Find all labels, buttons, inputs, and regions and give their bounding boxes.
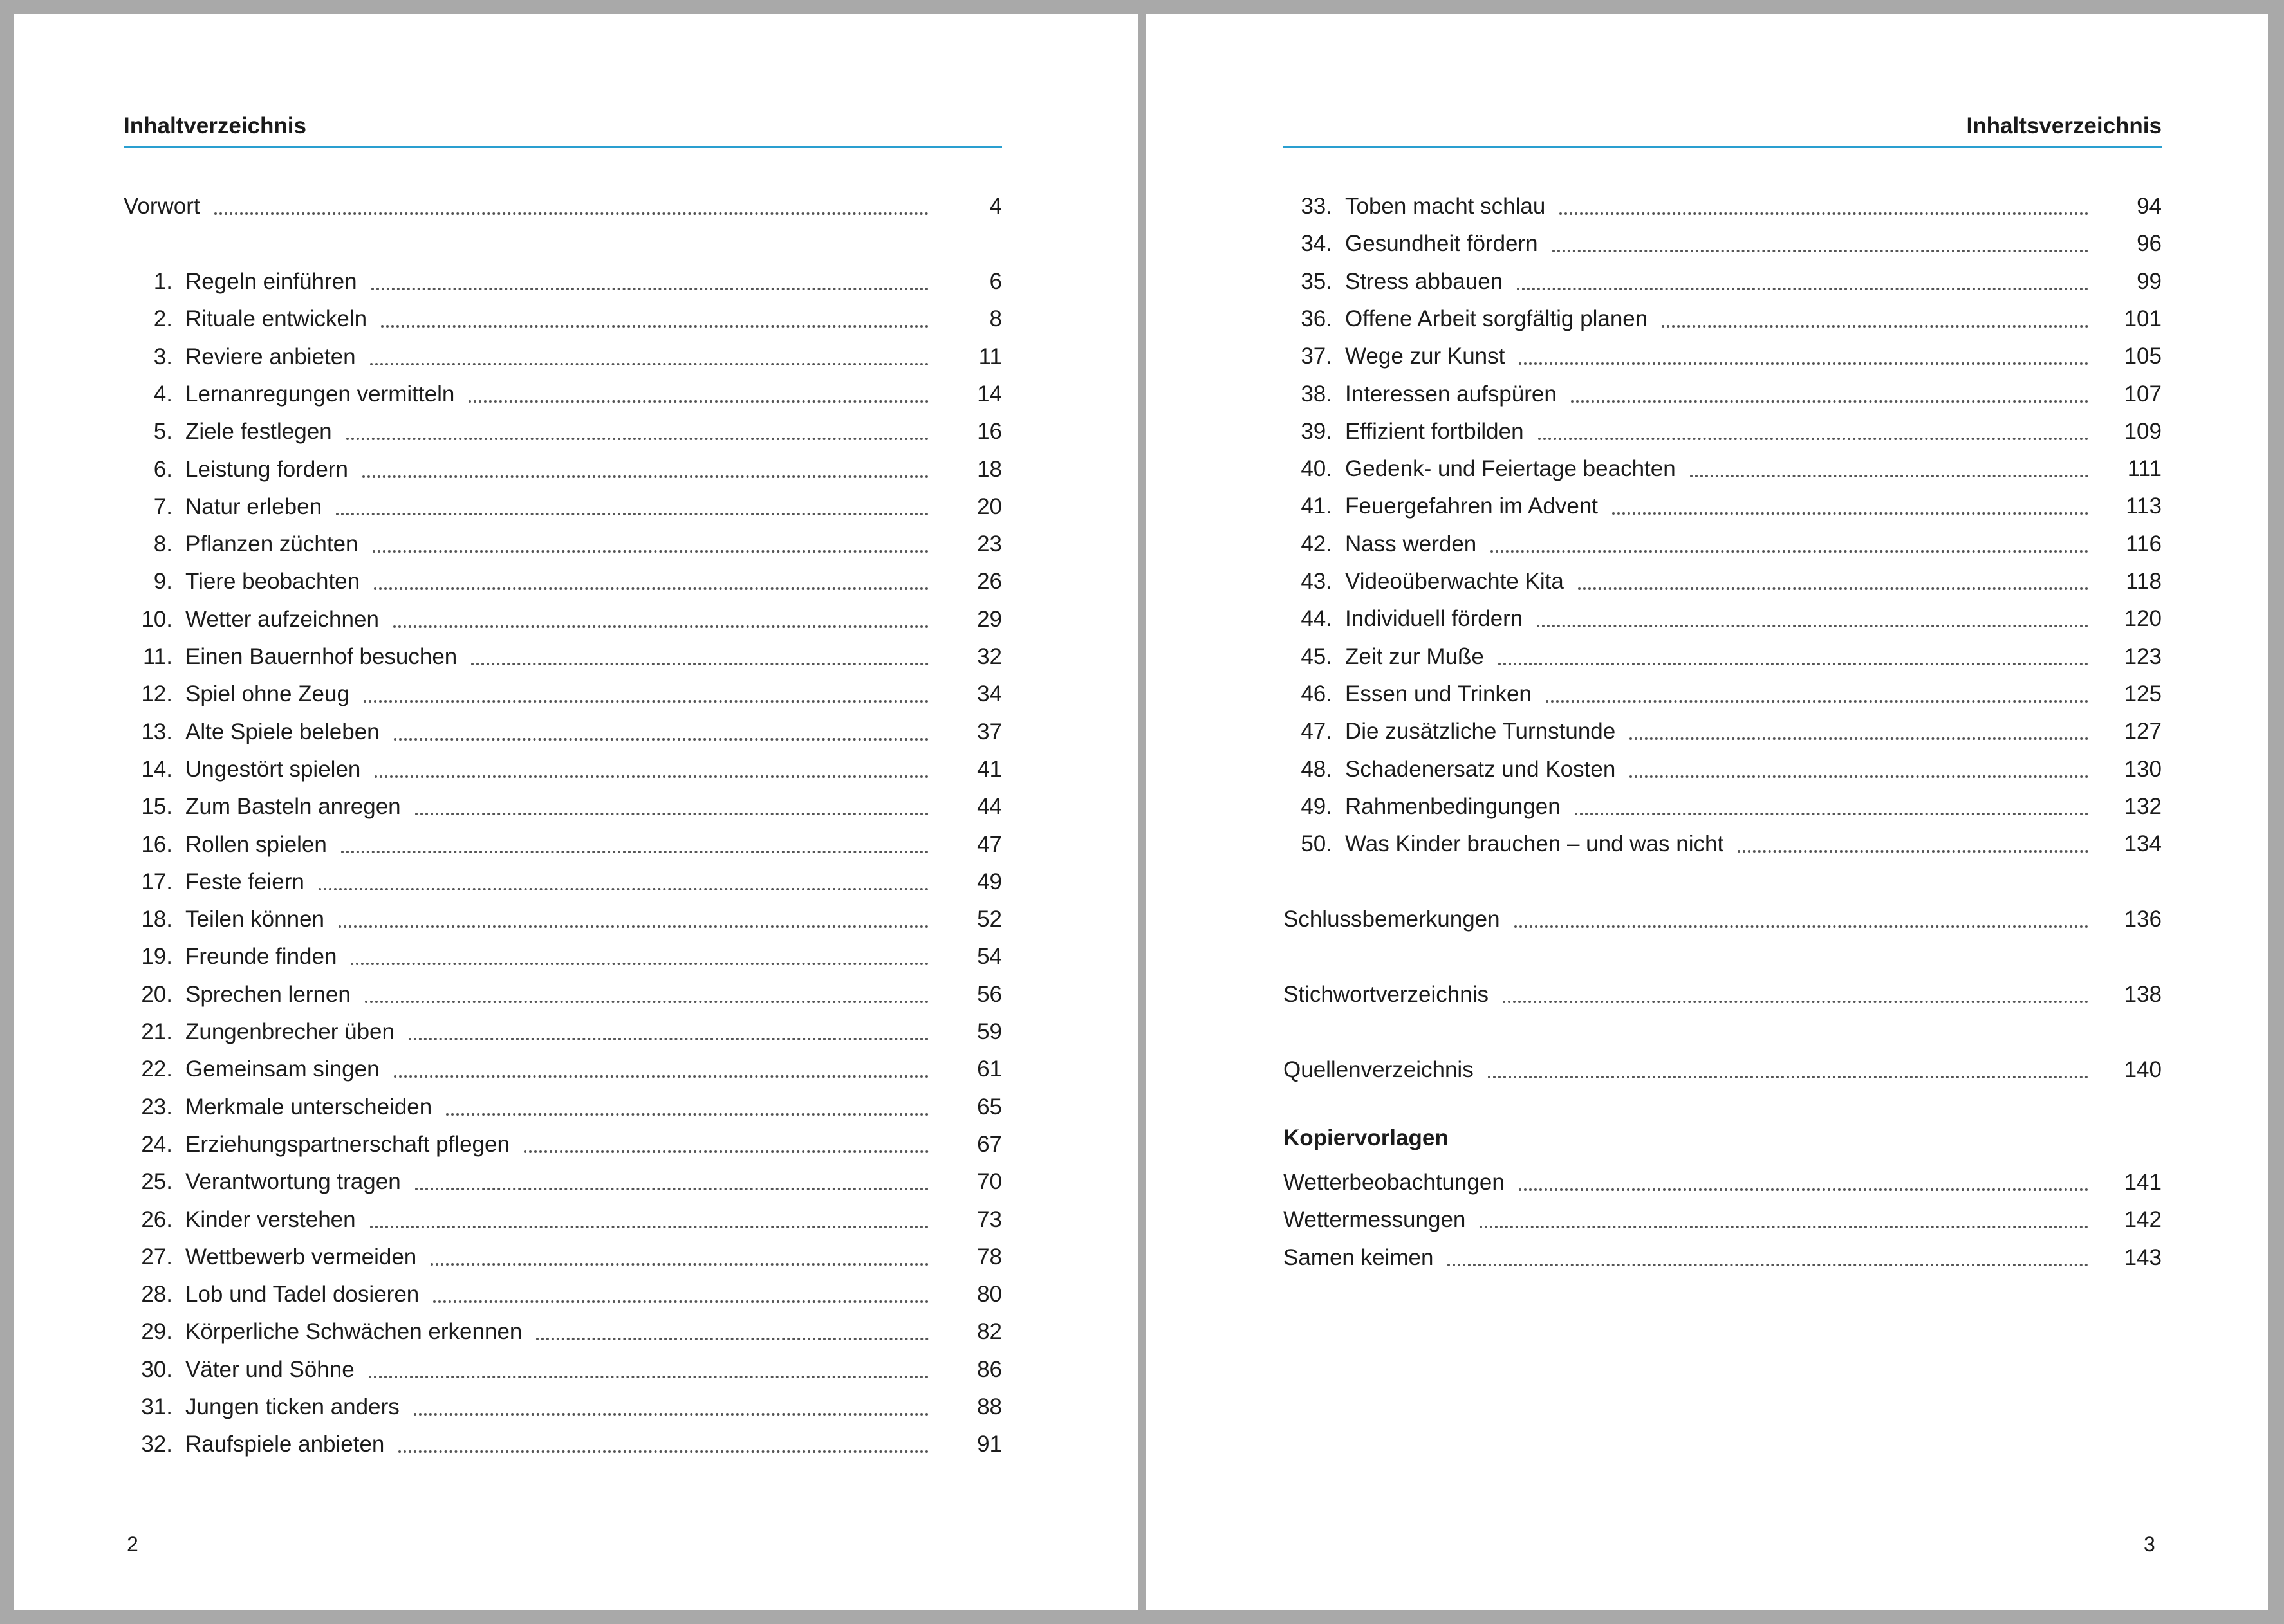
toc-entry [124, 300, 1002, 338]
toc-entry [124, 676, 1002, 713]
toc-entry-title: Feuergefahren im Advent [1345, 494, 1599, 519]
toc-entry-page: 142 [2124, 1207, 2162, 1232]
toc-entry-number: 15. [141, 794, 172, 820]
toc-entry-number: 26. [141, 1206, 172, 1232]
toc-entry [1283, 751, 2162, 788]
toc-entry-page: 67 [977, 1131, 1002, 1157]
toc-entry-page: 116 [2126, 531, 2162, 557]
toc-entry-title: Nass werden [1345, 531, 1477, 557]
toc-entry [124, 1013, 1002, 1051]
toc-entry-number: 16. [141, 831, 172, 857]
toc-entry [1283, 1164, 2162, 1201]
toc-entry [124, 263, 1002, 300]
toc-entry-title: Zeit zur Muße [1345, 643, 1484, 669]
toc-entry [124, 1201, 1002, 1239]
toc-entry-number: 24. [141, 1131, 172, 1157]
dot-leader [339, 903, 929, 928]
dot-leader [1490, 528, 2088, 553]
toc-entry-title: Einen Bauernhof besuchen [185, 644, 458, 669]
toc-entry-number: 30. [141, 1356, 172, 1382]
dot-leader [1546, 678, 2088, 703]
toc-entry [124, 1163, 1002, 1201]
dot-leader [1538, 416, 2088, 440]
toc-entry-page: 26 [977, 569, 1002, 595]
dot-leader [364, 678, 929, 703]
toc-entry-page: 18 [977, 456, 1002, 482]
dot-leader [1480, 1204, 2088, 1228]
toc-entry-page: 143 [2124, 1245, 2162, 1270]
dot-leader [1612, 490, 2088, 515]
dot-leader [398, 1428, 929, 1453]
toc-entry [1283, 188, 2162, 225]
toc-entry [1283, 976, 2162, 1013]
dot-leader [214, 190, 929, 215]
dot-leader [446, 1091, 929, 1116]
toc-entry [124, 638, 1002, 676]
toc-entry-page: 130 [2124, 756, 2162, 782]
toc-entry-page: 127 [2124, 719, 2162, 744]
toc-entry-page: 47 [977, 831, 1002, 857]
toc-entry-title: Spiel ohne Zeug [185, 681, 349, 707]
toc-entry-page: 134 [2124, 831, 2162, 857]
toc-entry [1283, 1051, 2162, 1089]
dot-leader [415, 791, 929, 815]
toc-entry-title: Verantwortung tragen [185, 1169, 401, 1195]
toc-entry-page: 80 [977, 1282, 1002, 1307]
toc-entry-number: 10. [141, 606, 172, 632]
toc-entry-number: 45. [1301, 643, 1332, 669]
toc-entry-title: Die zusätzliche Turnstunde [1345, 719, 1616, 744]
toc-entry [124, 601, 1002, 638]
dot-leader [394, 716, 929, 741]
page-number: 2 [127, 1533, 138, 1556]
dot-leader [1447, 1242, 2088, 1266]
toc-entry [1283, 1201, 2162, 1239]
toc-entry-title: Effizient fortbilden [1345, 418, 1524, 444]
toc-entry-number: 38. [1301, 381, 1332, 407]
toc-entry [1283, 826, 2162, 863]
toc-entry-title: Rollen spielen [185, 831, 327, 857]
toc-entry-number: 35. [1301, 268, 1332, 294]
table-of-contents [124, 14, 1002, 1610]
toc-entry [1283, 413, 2162, 450]
toc-entry-number: 41. [1301, 494, 1332, 519]
dot-leader [1629, 753, 2088, 778]
toc-entry-page: 65 [977, 1094, 1002, 1120]
dot-leader [373, 528, 929, 553]
toc-entry-title: Väter und Söhne [185, 1356, 355, 1382]
toc-entry-number: 39. [1301, 418, 1332, 444]
toc-entry-title: Schadenersatz und Kosten [1345, 756, 1616, 782]
dot-leader [409, 1016, 929, 1040]
toc-entry-title: Was Kinder brauchen – und was nicht [1345, 831, 1724, 857]
toc-entry-title: Freunde finden [185, 944, 337, 970]
dot-leader [433, 1278, 929, 1303]
toc-entry [124, 1389, 1002, 1426]
toc-entry-number: 19. [141, 944, 172, 970]
toc-entry-page: 105 [2124, 344, 2162, 369]
toc-entry-title: Essen und Trinken [1345, 681, 1532, 706]
dot-leader [1519, 340, 2088, 365]
toc-entry [124, 1051, 1002, 1088]
toc-entry-title: Merkmale unterscheiden [185, 1094, 432, 1120]
dot-leader [1559, 190, 2088, 215]
toc-entry [124, 714, 1002, 751]
toc-entry [124, 526, 1002, 563]
toc-entry [1283, 638, 2162, 676]
toc-entry-number: 4. [153, 381, 172, 407]
toc-entry-page: 107 [2124, 381, 2162, 407]
toc-entry-title: Erziehungspartnerschaft pflegen [185, 1131, 510, 1157]
table-of-contents [1283, 14, 2162, 1610]
dot-leader [1537, 603, 2088, 627]
toc-entry-page: 11 [978, 344, 1002, 369]
toc-entry [1283, 526, 2162, 563]
toc-entry [124, 976, 1002, 1013]
toc-entry-page: 6 [989, 269, 1002, 294]
dot-leader [1503, 979, 2088, 1003]
toc-entry [124, 1276, 1002, 1313]
toc-entry-number: 11. [142, 644, 172, 669]
toc-entry-page: 113 [2126, 494, 2162, 519]
dot-leader [1575, 791, 2088, 815]
dot-leader [393, 604, 929, 628]
toc-entry-number: 49. [1301, 793, 1332, 819]
dot-leader [471, 641, 929, 665]
toc-entry-title: Stichwortverzeichnis [1283, 982, 1489, 1007]
toc-entry-title: Sprechen lernen [185, 981, 351, 1007]
toc-entry-title: Regeln einführen [185, 269, 357, 294]
toc-entry-title: Feste feiern [185, 869, 304, 894]
toc-entry-page: 52 [977, 907, 1002, 932]
dot-leader [362, 454, 929, 478]
toc-entry-title: Zungenbrecher üben [185, 1019, 395, 1044]
toc-entry [124, 901, 1002, 938]
toc-entry [1283, 676, 2162, 713]
toc-entry-number: 18. [141, 907, 172, 932]
toc-entry-number: 20. [141, 981, 172, 1007]
toc-entry-page: 61 [977, 1057, 1002, 1082]
dot-leader [1738, 828, 2088, 853]
toc-entry [124, 1426, 1002, 1463]
left-page [14, 14, 1138, 1610]
toc-entry-number: 42. [1301, 531, 1332, 557]
toc-entry-title: Lernanregungen vermitteln [185, 381, 455, 407]
dot-leader [415, 1166, 929, 1190]
dot-leader [431, 1241, 929, 1266]
dot-leader [365, 979, 929, 1003]
toc-entry-title: Schlussbemerkungen [1283, 907, 1500, 932]
toc-entry [1283, 788, 2162, 826]
dot-leader [1629, 715, 2088, 740]
toc-entry-page: 4 [989, 194, 1002, 219]
toc-entry [124, 1126, 1002, 1163]
dot-leader [370, 1204, 929, 1228]
dot-leader [346, 416, 929, 440]
toc-entry-page: 86 [977, 1356, 1002, 1382]
dot-leader [381, 303, 929, 328]
toc-entry-title: Videoüberwachte Kita [1345, 569, 1564, 594]
toc-entry-page: 109 [2124, 418, 2162, 444]
dot-leader [374, 566, 929, 590]
dot-leader [414, 1391, 929, 1416]
toc-entry-number: 14. [141, 756, 172, 782]
toc-entry-page: 16 [977, 419, 1002, 445]
toc-entry-page: 34 [977, 681, 1002, 707]
toc-entry-title: Alte Spiele beleben [185, 719, 380, 744]
toc-entry [124, 413, 1002, 450]
toc-entry-title: Wetter aufzeichnen [185, 606, 379, 632]
toc-entry-page: 59 [977, 1019, 1002, 1044]
toc-entry-title: Zum Basteln anregen [185, 794, 401, 820]
toc-entry-page: 141 [2124, 1170, 2162, 1195]
toc-entry-title: Jungen ticken anders [185, 1394, 400, 1419]
toc-entry [124, 826, 1002, 863]
toc-entry [124, 1351, 1002, 1389]
toc-entry-page: 73 [977, 1206, 1002, 1232]
dot-leader [1514, 903, 2088, 928]
right-page [1146, 14, 2268, 1610]
toc-entry-page: 70 [977, 1169, 1002, 1195]
toc-entry-page: 99 [2137, 268, 2162, 294]
dot-leader [536, 1316, 929, 1340]
toc-entry-page: 82 [977, 1319, 1002, 1345]
toc-entry-number: 1. [153, 269, 172, 294]
toc-entry-page: 132 [2124, 793, 2162, 819]
toc-entry [124, 788, 1002, 826]
toc-entry-number: 29. [141, 1319, 172, 1345]
toc-entry [1283, 600, 2162, 638]
toc-entry-number: 8. [153, 531, 172, 557]
dot-leader [319, 866, 929, 890]
toc-entry-number: 46. [1301, 681, 1332, 706]
page-number: 3 [2144, 1533, 2155, 1556]
toc-entry-number: 22. [141, 1057, 172, 1082]
toc-entry-title: Wettermessungen [1283, 1207, 1466, 1232]
toc-entry-page: 120 [2124, 606, 2162, 632]
toc-entry-title: Ungestört spielen [185, 756, 361, 782]
toc-entry [1283, 901, 2162, 938]
toc-entry-number: 28. [141, 1282, 172, 1307]
toc-entry-title: Samen keimen [1283, 1245, 1434, 1270]
toc-entry-number: 9. [153, 569, 172, 595]
toc-entry-page: 111 [2127, 456, 2162, 482]
toc-entry-page: 91 [977, 1432, 1002, 1457]
toc-entry-number: 32. [141, 1432, 172, 1457]
toc-entry-title: Tiere beobachten [185, 569, 360, 595]
toc-entry-page: 125 [2124, 681, 2162, 706]
dot-leader [370, 341, 929, 365]
toc-entry [1283, 300, 2162, 338]
toc-entry-page: 88 [977, 1394, 1002, 1419]
toc-entry-page: 44 [977, 794, 1002, 820]
toc-entry-page: 32 [977, 644, 1002, 669]
toc-entry-page: 94 [2137, 194, 2162, 219]
dot-leader [375, 753, 929, 778]
toc-entry-title: Pflanzen züchten [185, 531, 358, 557]
toc-entry [1283, 450, 2162, 488]
dot-leader [1488, 1054, 2088, 1078]
toc-entry-title: Raufspiele anbieten [185, 1432, 385, 1457]
toc-entry-number: 3. [153, 344, 172, 369]
dot-leader [1517, 266, 2088, 290]
toc-entry-page: 78 [977, 1244, 1002, 1269]
dot-leader [341, 829, 929, 853]
toc-entry-number: 36. [1301, 306, 1332, 331]
toc-entry [124, 188, 1002, 225]
toc-entry-number: 48. [1301, 756, 1332, 782]
toc-entry-number: 43. [1301, 569, 1332, 594]
toc-entry-page: 140 [2124, 1057, 2162, 1082]
dot-leader [1578, 566, 2088, 590]
dot-leader [351, 941, 929, 965]
toc-entry [124, 488, 1002, 526]
toc-entry-title: Lob und Tadel dosieren [185, 1282, 420, 1307]
toc-entry-page: 123 [2124, 643, 2162, 669]
toc-entry-number: 21. [141, 1019, 172, 1044]
header-title: Inhaltsverzeichnis [1966, 113, 2162, 138]
dot-leader [1662, 303, 2088, 328]
dot-leader [524, 1129, 929, 1153]
toc-entry-page: 37 [977, 719, 1002, 744]
dot-leader [1552, 228, 2088, 252]
toc-entry [1283, 1239, 2162, 1277]
toc-entry [124, 1313, 1002, 1351]
toc-entry-page: 96 [2137, 231, 2162, 257]
toc-entry-page: 20 [977, 494, 1002, 519]
toc-entry-title: Interessen aufspüren [1345, 381, 1557, 407]
dot-leader [1690, 453, 2088, 477]
toc-entry [1283, 713, 2162, 750]
toc-entry-number: 6. [153, 456, 172, 482]
toc-entry [124, 376, 1002, 413]
toc-entry-number: 34. [1301, 231, 1332, 257]
toc-entry-title: Quellenverzeichnis [1283, 1057, 1474, 1082]
toc-entry-page: 101 [2124, 306, 2162, 331]
toc-entry-page: 14 [977, 381, 1002, 407]
toc-entry-number: 50. [1301, 831, 1332, 857]
toc-entry-number: 37. [1301, 344, 1332, 369]
toc-entry [124, 451, 1002, 488]
toc-entry-page: 29 [977, 606, 1002, 632]
toc-entry-number: 13. [141, 719, 172, 744]
toc-entry-page: 49 [977, 869, 1002, 894]
dot-leader [371, 266, 929, 290]
toc-entry-page: 138 [2124, 982, 2162, 1007]
toc-entry [124, 1239, 1002, 1276]
toc-entry-page: 41 [977, 756, 1002, 782]
toc-entry-page: 8 [989, 306, 1002, 332]
toc-entry-number: 12. [141, 681, 172, 707]
toc-entry-title: Gesundheit fördern [1345, 231, 1538, 257]
dot-leader [469, 378, 929, 403]
toc-entry-number: 27. [141, 1244, 172, 1269]
toc-entry [1283, 488, 2162, 525]
toc-entry-page: 54 [977, 944, 1002, 970]
toc-entry-title: Individuell fördern [1345, 606, 1523, 632]
toc-entry-title: Rituale entwickeln [185, 306, 367, 332]
toc-entry-title: Toben macht schlau [1345, 194, 1546, 219]
dot-leader [1519, 1167, 2088, 1191]
toc-entry-number: 31. [141, 1394, 172, 1419]
toc-entry [1283, 338, 2162, 375]
toc-entry-number: 40. [1301, 456, 1332, 482]
toc-entry [124, 1089, 1002, 1126]
toc-entry-number: 23. [141, 1094, 172, 1120]
dot-leader [336, 491, 929, 515]
dot-leader [394, 1053, 929, 1078]
toc-entry-title: Gemeinsam singen [185, 1057, 380, 1082]
toc-entry-page: 56 [977, 981, 1002, 1007]
toc-entry-number: 33. [1301, 194, 1332, 219]
dot-leader [1498, 641, 2088, 665]
toc-entry [1283, 563, 2162, 600]
toc-entry-number: 25. [141, 1169, 172, 1195]
toc-entry [124, 863, 1002, 901]
dot-leader [1571, 378, 2088, 403]
toc-entry-title: Körperliche Schwächen erkennen [185, 1319, 523, 1345]
toc-entry [1283, 263, 2162, 300]
section-heading: Kopiervorlagen [1283, 1125, 1449, 1150]
toc-entry-number: 2. [153, 306, 172, 332]
toc-entry-title: Kinder verstehen [185, 1206, 356, 1232]
toc-entry-title: Wege zur Kunst [1345, 344, 1505, 369]
toc-entry [1283, 225, 2162, 263]
toc-entry-number: 47. [1301, 719, 1332, 744]
toc-entry-number: 17. [141, 869, 172, 894]
toc-entry-number: 44. [1301, 606, 1332, 632]
toc-entry-title: Gedenk- und Feiertage beachten [1345, 456, 1676, 482]
toc-entry [124, 938, 1002, 975]
toc-entry-title: Reviere anbieten [185, 344, 356, 369]
toc-entry-title: Ziele festlegen [185, 419, 332, 445]
toc-entry [1283, 376, 2162, 413]
toc-entry-page: 136 [2124, 907, 2162, 932]
toc-entry-title: Rahmenbedingungen [1345, 793, 1561, 819]
toc-entry-title: Offene Arbeit sorgfältig planen [1345, 306, 1648, 331]
toc-entry [124, 563, 1002, 600]
toc-entry-title: Natur erleben [185, 494, 322, 519]
toc-entry-title: Wetterbeobachtungen [1283, 1170, 1505, 1195]
toc-entry-page: 118 [2126, 569, 2162, 594]
header-title: Inhaltverzeichnis [124, 113, 306, 138]
toc-entry-title: Leistung fordern [185, 456, 348, 482]
toc-entry-title: Stress abbauen [1345, 268, 1503, 294]
toc-entry [124, 338, 1002, 376]
toc-entry-title: Teilen können [185, 907, 324, 932]
dot-leader [369, 1354, 929, 1378]
toc-entry-number: 7. [153, 494, 172, 519]
toc-entry-title: Vorwort [124, 194, 200, 219]
toc-entry [124, 751, 1002, 788]
toc-entry-number: 5. [153, 419, 172, 445]
toc-entry-title: Wettbewerb vermeiden [185, 1244, 417, 1269]
toc-entry-page: 23 [977, 531, 1002, 557]
